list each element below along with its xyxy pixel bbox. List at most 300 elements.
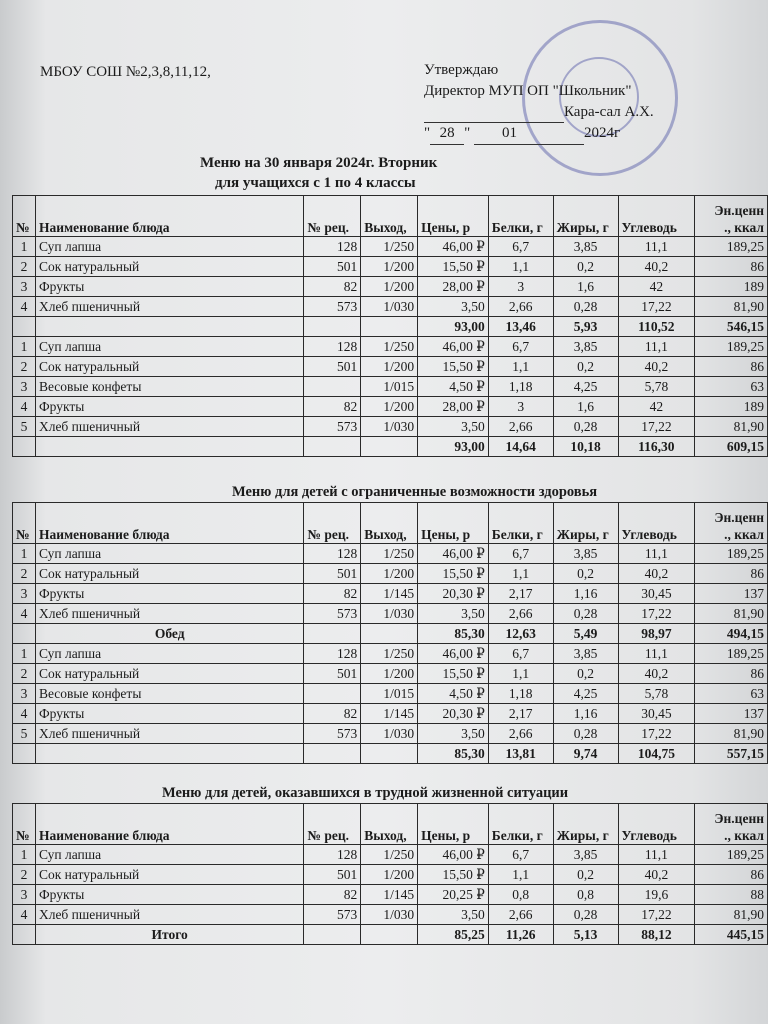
table-cell: 9,74 <box>553 744 618 764</box>
column-header: Выход, <box>361 804 418 845</box>
column-header: Эн.ценн ., ккал <box>695 196 768 237</box>
table-cell: 42 <box>618 397 695 417</box>
table-cell: 81,90 <box>695 724 768 744</box>
table-cell: 4 <box>13 704 36 724</box>
table-cell: 573 <box>304 604 361 624</box>
table-row <box>13 257 768 277</box>
table-cell: 3 <box>488 397 553 417</box>
table-cell: 11,1 <box>618 644 695 664</box>
table-cell: 0,28 <box>553 905 618 925</box>
table-cell: 82 <box>304 397 361 417</box>
table-cell: 30,45 <box>618 584 695 604</box>
table-cell: Хлеб пшеничный <box>35 905 303 925</box>
table-row <box>13 277 768 297</box>
table-cell: 1/250 <box>361 644 418 664</box>
table-cell: Сок натуральный <box>35 664 303 684</box>
column-header: № рец. <box>304 196 361 237</box>
table-cell: 20,30 ₽ <box>418 704 489 724</box>
table-cell: 17,22 <box>618 905 695 925</box>
table-cell: 2 <box>13 865 36 885</box>
table-cell: 6,7 <box>488 237 553 257</box>
menu-subtitle: для учащихся с 1 по 4 классы <box>215 175 416 191</box>
table-cell: 0,2 <box>553 564 618 584</box>
table-row <box>13 544 768 564</box>
table-cell: 2 <box>13 257 36 277</box>
table-cell: 0,8 <box>553 885 618 905</box>
table-cell: Хлеб пшеничный <box>35 724 303 744</box>
table-row <box>13 397 768 417</box>
table-cell: 5,78 <box>618 684 695 704</box>
column-header: Углеводь <box>618 804 695 845</box>
table-cell: Фрукты <box>35 397 303 417</box>
column-header: Эн.ценн ., ккал <box>695 503 768 544</box>
table-cell: Суп лапша <box>35 644 303 664</box>
section-title-disabilities: Меню для детей с ограниченные возможности здоровья <box>232 484 598 500</box>
table-cell: Суп лапша <box>35 337 303 357</box>
table-cell <box>13 624 36 644</box>
table-cell <box>35 317 303 337</box>
table-cell: 6,7 <box>488 337 553 357</box>
table-cell: 573 <box>304 417 361 437</box>
table-cell: 17,22 <box>618 724 695 744</box>
table-cell: 3,85 <box>553 644 618 664</box>
table-cell: 4,25 <box>553 684 618 704</box>
menu-table-disabilities <box>12 502 768 764</box>
table-cell: 40,2 <box>618 564 695 584</box>
table-cell: 573 <box>304 724 361 744</box>
table-cell: 1/030 <box>361 724 418 744</box>
table-cell: 1/200 <box>361 357 418 377</box>
table-cell <box>35 437 303 457</box>
column-header: № <box>13 196 36 237</box>
table-cell: 1/145 <box>361 704 418 724</box>
table-cell: 13,46 <box>488 317 553 337</box>
table-cell: 5,49 <box>553 624 618 644</box>
table-cell: 1/030 <box>361 905 418 925</box>
table-cell <box>304 377 361 397</box>
table-cell: 3,50 <box>418 417 489 437</box>
table-row <box>13 684 768 704</box>
table-cell: 189,25 <box>695 237 768 257</box>
table-cell: 189,25 <box>695 845 768 865</box>
signature-blank <box>424 108 564 123</box>
table-cell: 1,1 <box>488 865 553 885</box>
table-cell: 63 <box>695 684 768 704</box>
table-cell: 2,66 <box>488 724 553 744</box>
table-cell: 19,6 <box>618 885 695 905</box>
table-cell: 0,2 <box>553 664 618 684</box>
table-cell: 189 <box>695 397 768 417</box>
column-header: Жиры, г <box>553 804 618 845</box>
table-cell: 0,28 <box>553 604 618 624</box>
section-title-hardship: Меню для детей, оказавшихся в трудной жизненной ситуации <box>162 785 569 801</box>
table-cell: 0,2 <box>553 865 618 885</box>
table-cell: 82 <box>304 885 361 905</box>
table-cell: 1 <box>13 337 36 357</box>
table-cell: 501 <box>304 664 361 684</box>
table-row <box>13 357 768 377</box>
table-cell: 501 <box>304 357 361 377</box>
table-cell <box>304 684 361 704</box>
table-cell: Хлеб пшеничный <box>35 297 303 317</box>
table-cell: 3 <box>13 684 36 704</box>
table-row <box>13 644 768 664</box>
table-cell: 86 <box>695 564 768 584</box>
table-cell: Весовые конфеты <box>35 377 303 397</box>
table-cell: 42 <box>618 277 695 297</box>
table-cell: 3,50 <box>418 297 489 317</box>
column-header: № рец. <box>304 503 361 544</box>
table-cell <box>304 437 361 457</box>
table-row <box>13 885 768 905</box>
table-cell: Сок натуральный <box>35 357 303 377</box>
table-cell: 17,22 <box>618 604 695 624</box>
table-cell: 1,1 <box>488 257 553 277</box>
table-cell: 15,50 ₽ <box>418 865 489 885</box>
table-cell: 93,00 <box>418 437 489 457</box>
signer-name: Кара-сал А.Х. <box>564 104 654 120</box>
table-cell: 85,25 <box>418 925 489 945</box>
date-year: 2024г <box>584 125 621 141</box>
column-header: Наименование блюда <box>35 804 303 845</box>
table-cell: Сок натуральный <box>35 865 303 885</box>
table-cell: Суп лапша <box>35 845 303 865</box>
table-cell: 1/200 <box>361 564 418 584</box>
column-header: Цены, р <box>418 196 489 237</box>
table-cell: Фрукты <box>35 885 303 905</box>
table-cell: 128 <box>304 544 361 564</box>
table-cell: 3 <box>13 885 36 905</box>
table-cell: 3 <box>13 277 36 297</box>
table-row <box>13 377 768 397</box>
table-cell: 1 <box>13 845 36 865</box>
table-cell: 1,1 <box>488 357 553 377</box>
table-cell: 85,30 <box>418 744 489 764</box>
column-header: Цены, р <box>418 503 489 544</box>
column-header: Цены, р <box>418 804 489 845</box>
table-cell: 3,85 <box>553 845 618 865</box>
approval-date: " 28 " 01 2024г <box>424 123 654 145</box>
table-cell: 63 <box>695 377 768 397</box>
table-row <box>13 237 768 257</box>
table-cell: 1/030 <box>361 297 418 317</box>
table-cell: Хлеб пшеничный <box>35 417 303 437</box>
table-cell: 1,16 <box>553 704 618 724</box>
table-cell: 137 <box>695 584 768 604</box>
table-cell: 11,1 <box>618 544 695 564</box>
column-header: Углеводь <box>618 196 695 237</box>
table-cell: 189,25 <box>695 544 768 564</box>
table-cell: 1/200 <box>361 865 418 885</box>
table-cell: 1 <box>13 544 36 564</box>
table-cell: 501 <box>304 865 361 885</box>
column-header: Наименование блюда <box>35 196 303 237</box>
table-cell: 1/200 <box>361 277 418 297</box>
table-cell: 2,17 <box>488 704 553 724</box>
table-cell: 1/250 <box>361 845 418 865</box>
table-cell: 10,18 <box>553 437 618 457</box>
table-header-row <box>13 503 768 544</box>
table-cell: Фрукты <box>35 584 303 604</box>
menu-title: Меню на 30 января 2024г. Вторник <box>200 155 438 171</box>
table-cell: 3 <box>13 584 36 604</box>
table-cell: 15,50 ₽ <box>418 257 489 277</box>
table-cell: 2,66 <box>488 417 553 437</box>
table-cell <box>35 744 303 764</box>
table-cell: 5,93 <box>553 317 618 337</box>
table-cell: Суп лапша <box>35 544 303 564</box>
table-cell: 1/250 <box>361 337 418 357</box>
table-cell: 573 <box>304 905 361 925</box>
table-cell: 11,26 <box>488 925 553 945</box>
table-cell: 46,00 ₽ <box>418 337 489 357</box>
table-cell: 5,13 <box>553 925 618 945</box>
table-row <box>13 584 768 604</box>
table-cell: 85,30 <box>418 624 489 644</box>
table-cell <box>361 744 418 764</box>
table-header-row <box>13 804 768 845</box>
table-cell: 1,6 <box>553 277 618 297</box>
table-cell: 82 <box>304 704 361 724</box>
table-cell: 88 <box>695 885 768 905</box>
table-cell <box>361 437 418 457</box>
table-row <box>13 845 768 865</box>
table-cell <box>361 925 418 945</box>
table-cell: 4,50 ₽ <box>418 377 489 397</box>
table-cell: 82 <box>304 277 361 297</box>
table-cell: 4,50 ₽ <box>418 684 489 704</box>
table-cell: 501 <box>304 564 361 584</box>
table-row <box>13 297 768 317</box>
table-cell: 5 <box>13 724 36 744</box>
table-cell: 4 <box>13 297 36 317</box>
table-cell: 2 <box>13 564 36 584</box>
table-cell: 189,25 <box>695 337 768 357</box>
table-cell: 3,50 <box>418 604 489 624</box>
table-cell: Суп лапша <box>35 237 303 257</box>
table-cell: 104,75 <box>618 744 695 764</box>
table-cell: 11,1 <box>618 337 695 357</box>
table-row <box>13 664 768 684</box>
table-cell: 46,00 ₽ <box>418 845 489 865</box>
table-row <box>13 865 768 885</box>
table-cell: 2 <box>13 664 36 684</box>
column-header: Эн.ценн ., ккал <box>695 804 768 845</box>
table-cell: 20,25 ₽ <box>418 885 489 905</box>
table-header-row <box>13 196 768 237</box>
table-cell: 3 <box>488 277 553 297</box>
table-cell: 86 <box>695 357 768 377</box>
table-row <box>13 417 768 437</box>
table-cell: 20,30 ₽ <box>418 584 489 604</box>
table-cell: 0,8 <box>488 885 553 905</box>
table-cell: 15,50 ₽ <box>418 564 489 584</box>
column-header: № рец. <box>304 804 361 845</box>
table-cell: Фрукты <box>35 704 303 724</box>
table-cell: 1/200 <box>361 664 418 684</box>
table-cell: 128 <box>304 644 361 664</box>
table-cell: 40,2 <box>618 257 695 277</box>
table-cell: 501 <box>304 257 361 277</box>
table-cell: 40,2 <box>618 664 695 684</box>
table-cell: Весовые конфеты <box>35 684 303 704</box>
table-total-row <box>13 317 768 337</box>
director-label: Директор МУП ОП "Школьник" <box>424 83 632 99</box>
table-cell: 4,25 <box>553 377 618 397</box>
table-cell: 6,7 <box>488 544 553 564</box>
table-cell: 30,45 <box>618 704 695 724</box>
table-cell <box>13 317 36 337</box>
table-cell: 189,25 <box>695 644 768 664</box>
table-cell <box>361 624 418 644</box>
table-cell: 2,66 <box>488 297 553 317</box>
table-cell: 17,22 <box>618 417 695 437</box>
table-cell: 13,81 <box>488 744 553 764</box>
table-cell: 5,78 <box>618 377 695 397</box>
table-row <box>13 604 768 624</box>
table-cell: 0,2 <box>553 257 618 277</box>
school-name: МБОУ СОШ №2,3,8,11,12, <box>40 64 211 80</box>
table-cell: 14,64 <box>488 437 553 457</box>
table-cell: 11,1 <box>618 845 695 865</box>
table-cell: 81,90 <box>695 417 768 437</box>
table-row <box>13 704 768 724</box>
table-cell: 81,90 <box>695 604 768 624</box>
column-header: Углеводь <box>618 503 695 544</box>
table-cell: 1/200 <box>361 257 418 277</box>
table-cell: Обед <box>35 624 303 644</box>
table-cell: Сок натуральный <box>35 564 303 584</box>
table-cell <box>304 624 361 644</box>
table-cell: 3,50 <box>418 905 489 925</box>
table-cell: 81,90 <box>695 905 768 925</box>
table-cell: 6,7 <box>488 644 553 664</box>
table-cell <box>304 925 361 945</box>
table-cell: 98,97 <box>618 624 695 644</box>
table-cell: 1,18 <box>488 684 553 704</box>
column-header: Белки, г <box>488 196 553 237</box>
table-total-row <box>13 437 768 457</box>
table-cell: 1,6 <box>553 397 618 417</box>
table-cell: 1/250 <box>361 544 418 564</box>
table-cell: 17,22 <box>618 297 695 317</box>
table-row <box>13 905 768 925</box>
menu-table-hardship <box>12 803 768 945</box>
table-cell: 46,00 ₽ <box>418 237 489 257</box>
column-header: Выход, <box>361 503 418 544</box>
table-total-row <box>13 925 768 945</box>
table-cell: 1/030 <box>361 417 418 437</box>
table-cell: 116,30 <box>618 437 695 457</box>
table-cell: 1,1 <box>488 564 553 584</box>
table-cell: 546,15 <box>695 317 768 337</box>
table-cell: 11,1 <box>618 237 695 257</box>
table-cell: 1/250 <box>361 237 418 257</box>
table-cell: 3,85 <box>553 544 618 564</box>
table-cell: 2 <box>13 357 36 377</box>
table-cell: 3 <box>13 377 36 397</box>
table-cell: 2,66 <box>488 905 553 925</box>
table-cell: 0,28 <box>553 297 618 317</box>
table-cell: 88,12 <box>618 925 695 945</box>
table-cell <box>13 437 36 457</box>
table-cell: Сок натуральный <box>35 257 303 277</box>
column-header: № <box>13 804 36 845</box>
approve-label: Утверждаю <box>424 62 499 78</box>
table-cell: 609,15 <box>695 437 768 457</box>
table-cell: 86 <box>695 865 768 885</box>
table-cell: 4 <box>13 604 36 624</box>
table-cell: 1,1 <box>488 664 553 684</box>
table-cell: 4 <box>13 905 36 925</box>
table-cell: 93,00 <box>418 317 489 337</box>
table-cell: 573 <box>304 297 361 317</box>
table-cell: 1 <box>13 237 36 257</box>
table-cell: 82 <box>304 584 361 604</box>
table-cell: 0,2 <box>553 357 618 377</box>
table-row <box>13 337 768 357</box>
column-header: Выход, <box>361 196 418 237</box>
table-cell: 128 <box>304 337 361 357</box>
table-cell: 12,63 <box>488 624 553 644</box>
table-cell: 3,50 <box>418 724 489 744</box>
table-cell: 86 <box>695 664 768 684</box>
table-row <box>13 724 768 744</box>
table-cell: 0,28 <box>553 417 618 437</box>
table-cell: 137 <box>695 704 768 724</box>
table-cell <box>361 317 418 337</box>
table-cell <box>13 744 36 764</box>
table-cell: 15,50 ₽ <box>418 664 489 684</box>
column-header: Белки, г <box>488 804 553 845</box>
table-cell: 46,00 ₽ <box>418 644 489 664</box>
table-cell: 128 <box>304 237 361 257</box>
table-cell: Итого <box>35 925 303 945</box>
date-month: 01 <box>474 123 584 145</box>
column-header: Жиры, г <box>553 503 618 544</box>
table-cell <box>304 744 361 764</box>
table-cell: Хлеб пшеничный <box>35 604 303 624</box>
table-cell: 1/145 <box>361 885 418 905</box>
table-cell: 46,00 ₽ <box>418 544 489 564</box>
table-cell: 1/145 <box>361 584 418 604</box>
table-row <box>13 564 768 584</box>
column-header: № <box>13 503 36 544</box>
table-cell: 557,15 <box>695 744 768 764</box>
table-cell: 1,16 <box>553 584 618 604</box>
table-cell: 40,2 <box>618 865 695 885</box>
table-cell: 110,52 <box>618 317 695 337</box>
table-cell: 0,28 <box>553 724 618 744</box>
column-header: Наименование блюда <box>35 503 303 544</box>
table-cell: 1,18 <box>488 377 553 397</box>
table-cell: 28,00 ₽ <box>418 277 489 297</box>
table-total-row <box>13 744 768 764</box>
table-cell: 128 <box>304 845 361 865</box>
date-day: 28 <box>430 123 464 145</box>
table-cell: 494,15 <box>695 624 768 644</box>
table-cell: 86 <box>695 257 768 277</box>
table-cell <box>13 925 36 945</box>
table-cell: 28,00 ₽ <box>418 397 489 417</box>
approval-block <box>424 60 654 145</box>
table-cell: 445,15 <box>695 925 768 945</box>
table-cell: 1/030 <box>361 604 418 624</box>
table-cell: 81,90 <box>695 297 768 317</box>
table-cell: 1 <box>13 644 36 664</box>
table-cell: 2,66 <box>488 604 553 624</box>
table-cell: 15,50 ₽ <box>418 357 489 377</box>
